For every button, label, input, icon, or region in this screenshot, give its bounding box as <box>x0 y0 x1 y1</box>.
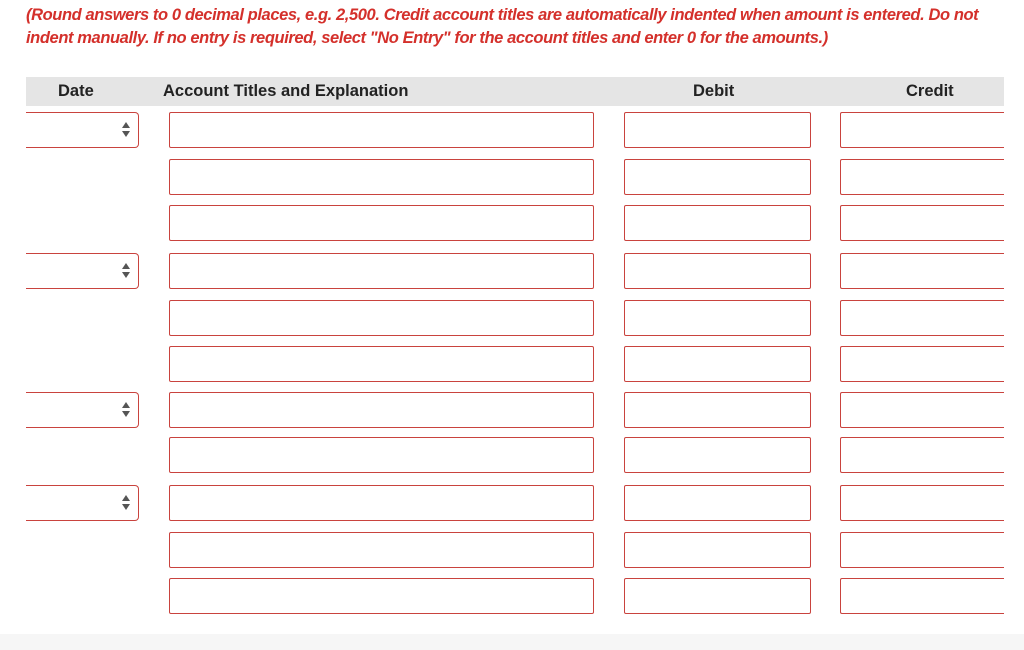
credit-input-9[interactable] <box>840 485 1004 521</box>
header-date: Date <box>58 82 94 100</box>
debit-input-4[interactable] <box>624 253 811 289</box>
debit-input-7[interactable] <box>624 392 811 428</box>
account-title-input-5[interactable] <box>169 300 594 336</box>
debit-input-8[interactable] <box>624 437 811 473</box>
debit-input-2[interactable] <box>624 159 811 195</box>
table-header <box>26 77 1004 106</box>
account-title-input-10[interactable] <box>169 532 594 568</box>
credit-input-10[interactable] <box>840 532 1004 568</box>
account-title-input-6[interactable] <box>169 346 594 382</box>
debit-input-5[interactable] <box>624 300 811 336</box>
debit-input-11[interactable] <box>624 578 811 614</box>
date-select-2[interactable] <box>26 253 139 289</box>
select-arrows-icon <box>122 402 130 418</box>
debit-input-10[interactable] <box>624 532 811 568</box>
instructions-text: (Round answers to 0 decimal places, e.g. 2,500. Credit account titles are automatically indented when amount is entered. Do not indent manually. If no entry is required, select "No Entry" for the account titles and enter 0 for the amounts.) <box>26 6 979 47</box>
date-select-4[interactable] <box>26 485 139 521</box>
credit-input-7[interactable] <box>840 392 1004 428</box>
debit-input-1[interactable] <box>624 112 811 148</box>
bottom-band <box>0 634 1024 650</box>
header-credit: Credit <box>906 82 954 100</box>
header-account-titles: Account Titles and Explanation <box>163 82 409 100</box>
credit-input-4[interactable] <box>840 253 1004 289</box>
select-arrows-icon <box>122 263 130 279</box>
credit-input-6[interactable] <box>840 346 1004 382</box>
debit-input-6[interactable] <box>624 346 811 382</box>
account-title-input-7[interactable] <box>169 392 594 428</box>
account-title-input-9[interactable] <box>169 485 594 521</box>
account-title-input-3[interactable] <box>169 205 594 241</box>
credit-input-2[interactable] <box>840 159 1004 195</box>
credit-input-5[interactable] <box>840 300 1004 336</box>
credit-input-11[interactable] <box>840 578 1004 614</box>
account-title-input-11[interactable] <box>169 578 594 614</box>
account-title-input-1[interactable] <box>169 112 594 148</box>
account-title-input-8[interactable] <box>169 437 594 473</box>
credit-input-8[interactable] <box>840 437 1004 473</box>
account-title-input-2[interactable] <box>169 159 594 195</box>
debit-input-3[interactable] <box>624 205 811 241</box>
header-debit: Debit <box>693 82 735 100</box>
select-arrows-icon <box>122 495 130 511</box>
date-select-3[interactable] <box>26 392 139 428</box>
credit-input-3[interactable] <box>840 205 1004 241</box>
debit-input-9[interactable] <box>624 485 811 521</box>
select-arrows-icon <box>122 122 130 138</box>
credit-input-1[interactable] <box>840 112 1004 148</box>
account-title-input-4[interactable] <box>169 253 594 289</box>
date-select-1[interactable] <box>26 112 139 148</box>
